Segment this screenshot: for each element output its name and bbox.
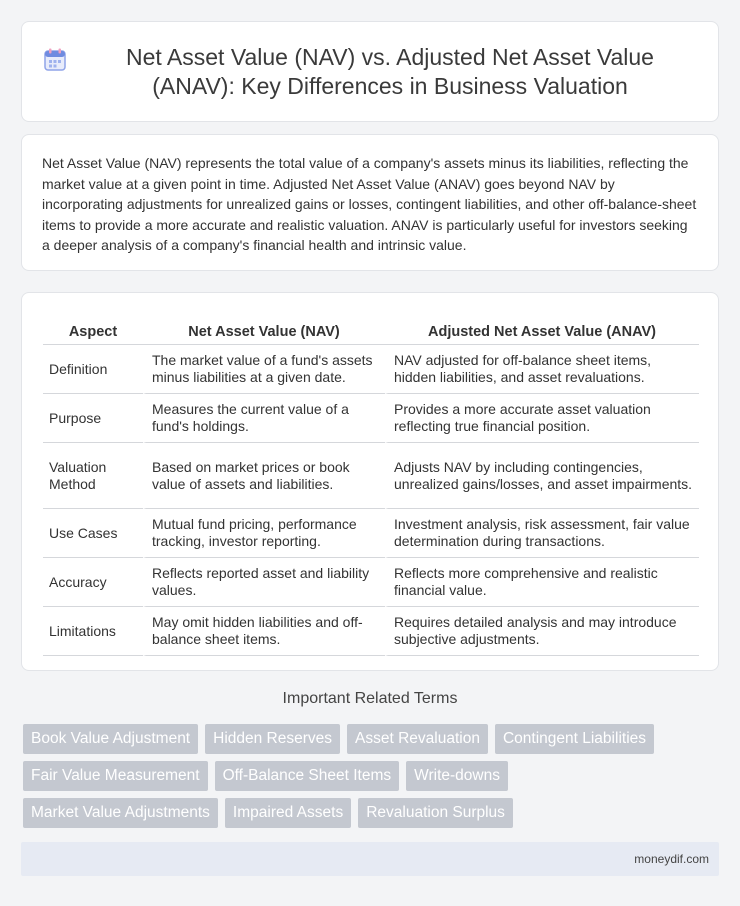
intro-paragraph: Net Asset Value (NAV) represents the total value of a company's assets minus its liabilities, reflecting the market value at a given point in time. Adjusted Net Asset Value (ANAV) goes beyond NAV by incorporating adjustments for unrealized gains or losses, contingent liabilities, and other off-balance-sheet items to provide a more accurate and realistic valuation. ANAV is particularly useful for investors seeking a deeper analysis of a company's financial health and intrinsic value.: [42, 155, 697, 253]
row-aspect: Use Cases: [43, 509, 143, 558]
tag-link[interactable]: Contingent Liabilities: [495, 724, 654, 754]
row-nav: Based on market prices or book value of assets and liabilities.: [143, 443, 385, 509]
tag-link[interactable]: Market Value Adjustments: [23, 798, 218, 828]
table-row: [43, 509, 699, 558]
row-nav: Mutual fund pricing, performance tracking, investor reporting.: [143, 509, 385, 558]
title-card: [21, 21, 719, 122]
row-aspect: Valuation Method: [43, 443, 143, 509]
row-anav: Requires detailed analysis and may introduce subjective adjustments.: [385, 607, 699, 656]
row-nav: Measures the current value of a fund's holdings.: [143, 394, 385, 443]
table-row: [43, 345, 699, 394]
row-aspect: Definition: [43, 345, 143, 394]
tag-row: [23, 761, 723, 791]
tag-link[interactable]: Fair Value Measurement: [23, 761, 208, 791]
tag-link[interactable]: Off-Balance Sheet Items: [215, 761, 400, 791]
row-aspect: Accuracy: [43, 558, 143, 607]
row-nav: Reflects reported asset and liability values.: [143, 558, 385, 607]
tag-link[interactable]: Hidden Reserves: [205, 724, 340, 754]
table-row: [43, 394, 699, 443]
tag-row: [23, 798, 723, 828]
comparison-table: [43, 313, 699, 656]
row-anav: NAV adjusted for off-balance sheet items, hidden liabilities, and asset revaluations.: [385, 345, 699, 394]
footer: [21, 842, 719, 876]
row-anav: Investment analysis, risk assessment, fair value determination during transactions.: [385, 509, 699, 558]
table-row: [43, 443, 699, 509]
comparison-table-card: [21, 292, 719, 671]
row-aspect: Purpose: [43, 394, 143, 443]
tag-link[interactable]: Book Value Adjustment: [23, 724, 198, 754]
row-anav: Provides a more accurate asset valuation reflecting true financial position.: [385, 394, 699, 443]
tag-link[interactable]: Impaired Assets: [225, 798, 351, 828]
footer-site-link[interactable]: moneydif.com: [634, 852, 709, 866]
calendar-icon: [42, 47, 68, 73]
related-terms-title: Important Related Terms: [282, 690, 458, 707]
header-anav: Adjusted Net Asset Value (ANAV): [385, 313, 699, 345]
row-nav: May omit hidden liabilities and off-balance sheet items.: [143, 607, 385, 656]
tag-link[interactable]: Write-downs: [406, 761, 508, 791]
tag-link[interactable]: Revaluation Surplus: [358, 798, 513, 828]
row-anav: Reflects more comprehensive and realistic financial value.: [385, 558, 699, 607]
header-aspect: Aspect: [43, 313, 143, 345]
table-header-row: [43, 313, 699, 345]
table-row: [43, 607, 699, 656]
row-nav: The market value of a fund's assets minus liabilities at a given date.: [143, 345, 385, 394]
row-anav: Adjusts NAV by including contingencies, unrealized gains/losses, and asset impairments.: [385, 443, 699, 509]
tag-row: [23, 724, 723, 754]
table-row: [43, 558, 699, 607]
tag-link[interactable]: Asset Revaluation: [347, 724, 488, 754]
page-title: Net Asset Value (NAV) vs. Adjusted Net Asset Value (ANAV): Key Differences in Business Valuation: [126, 43, 654, 99]
intro-card: [21, 134, 719, 271]
related-terms-list: [23, 724, 723, 835]
header-nav: Net Asset Value (NAV): [143, 313, 385, 345]
row-aspect: Limitations: [43, 607, 143, 656]
